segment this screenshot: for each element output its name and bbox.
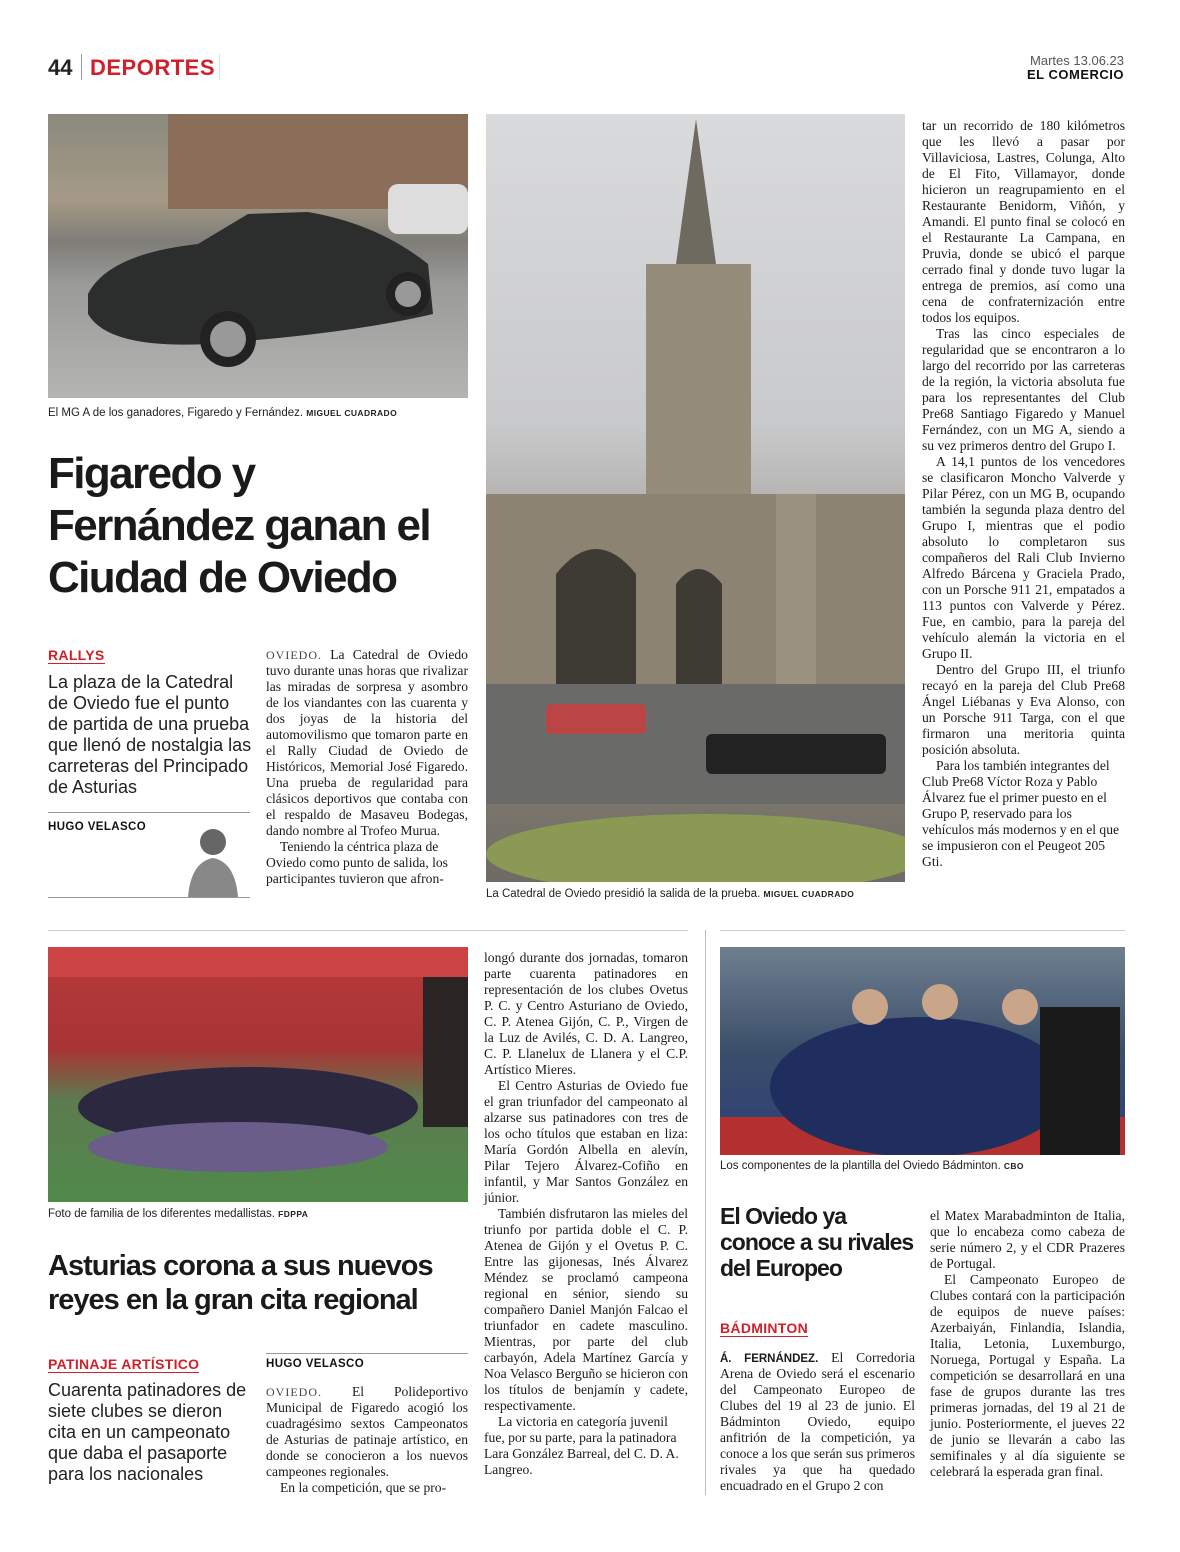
article-column	[930, 1208, 1125, 1480]
cathedral-photo	[486, 114, 905, 882]
author-photo	[183, 822, 238, 897]
page-number: 44	[48, 55, 73, 80]
headline	[48, 1249, 478, 1317]
headline-line: reyes en la gran cita regional	[48, 1284, 418, 1316]
paragraph: Para los también integrantes del Club Pre68 Víctor Roza y Pablo Álvarez fue el primer puesto en el Grupo P, reservado para los vehículos más modernos y en el que se impusieron con el Peugeot 205 Gti.	[922, 758, 1120, 869]
headline-line: Ciudad de Oviedo	[48, 553, 397, 602]
newspaper-name: EL COMERCIO	[1027, 67, 1124, 82]
divider	[48, 897, 250, 898]
category-kicker: BÁDMINTON	[720, 1320, 808, 1336]
car-photo	[48, 114, 468, 398]
paragraph: El Centro Asturias de Oviedo fue el gran triunfador del campeonato al alzarse sus patinadores con tres de los ocho títulos que estaban en liza: María Gordón Albella en alevín, Pilar Tejero Álvarez-Cofiño en infantil, y Mar Santos González en júnior.	[484, 1078, 688, 1205]
paragraph: el Matex Marabadminton de Italia, que lo encabeza como cabeza de serie número 2, y el CDR Prazeres de Portugal.	[930, 1208, 1125, 1271]
article-column	[922, 118, 1125, 870]
section-title: DEPORTES	[90, 55, 216, 80]
paragraph: La victoria en categoría juvenil fue, por su parte, para la patinadora Lara González Barreal, del C. D. A. Langreo.	[484, 1414, 679, 1477]
section-divider	[720, 930, 1125, 931]
subheadline: Cuarenta patinadores de siete clubes se dieron cita en un campeonato que daba el pasaporte para los nacionales	[48, 1380, 247, 1484]
car-illustration	[48, 114, 468, 398]
author-byline: HUGO VELASCO	[48, 821, 147, 833]
paragraph: En la competición, que se pro-	[280, 1480, 447, 1495]
paragraph: También disfrutaron las mieles del triunfo por partida doble el C. P. Atenea de Gijón y el Ovetus P. C. Entre las gijonesas, Inés Álvarez Méndez se proclamó campeona regional en sénior, siendo su compañero Daniel Manjón Falcao el triunfador en cadete masculino. Mientras, por parte del club carbayón, Adela Martínez García y Noa Velasco Berguño se hicieron con los títulos de benjamín y cadete, respectivamente.	[484, 1206, 688, 1413]
section-divider	[48, 930, 688, 931]
headline	[48, 448, 478, 604]
paragraph: tar un recorrido de 180 kilómetros que les llevó a pasar por Villaviciosa, Lastres, Colunga, Alto de El Fito, Villamayor, donde hicieron un reagrupamiento en el Restaurante Benidorm, Viñón, y Amandi. El punto final se colocó en el Restaurante La Campana, en Pruvia, donde se ubicó el parque cerrado final y donde tuvo lugar la entrega de premios, así como una cena de confraternización entre todos los equipos.	[922, 118, 1125, 325]
photo-caption	[48, 1208, 308, 1220]
divider	[81, 54, 82, 80]
paragraph: La Catedral de Oviedo tuvo durante unas horas que rivalizar las miradas de sorpresa y asombro de los viandantes con las cuarenta y dos joyas de la historia del automovilismo que tomaron parte en el Rally Ciudad de Oviedo de Históricos, Memorial José Figaredo. Una prueba de regularidad para clásicos deportivos que contaba con el respaldo de Masaveu Bodegas, dando nombre al Trofeo Murua.	[266, 647, 468, 838]
skaters-illustration	[48, 947, 468, 1202]
caption-text: El MG A de los ganadores, Figaredo y Fernández.	[48, 407, 304, 419]
article-column	[484, 950, 688, 1478]
cathedral-illustration	[486, 114, 905, 882]
paragraph: El Corredoria Arena de Oviedo será el escenario del Campeonato Europeo de Clubes del 19 al 23 de junio. El Bádminton Oviedo, equipo anfitrión de la competición, ya conoce a los que serán sus primeros rivales ya que ha quedado encuadrado en el Grupo 2 con	[720, 1350, 915, 1493]
dateline: OVIEDO.	[266, 648, 322, 662]
divider	[266, 1353, 468, 1354]
badminton-illustration	[720, 947, 1125, 1155]
article-column	[720, 1350, 915, 1494]
headline-line: conoce a su rivales	[720, 1229, 914, 1255]
category-kicker: RALLYS	[48, 647, 105, 663]
headline-line: Asturias corona a sus nuevos	[48, 1250, 433, 1282]
paragraph: El Campeonato Europeo de Clubes contará con la participación de equipos de nueve países: Azerbaiyán, Finlandia, Islandia, Italia, Letonia, Luxemburgo, Noruega, Portugal y España. La competición se desarrollará en una fase de grupos durante las tres primeras jornadas, del 19 al 21 de junio. Posteriormente, el jueves 22 de junio se llevarán a cabo las semifinales y al día siguiente se celebrará la esperada gran final.	[930, 1272, 1125, 1479]
paragraph: A 14,1 puntos de los vencedores se clasificaron Moncho Valverde y Pilar Pérez, con un MG B, ocupando también la segunda plaza dentro del Grupo I, mientras que el podio absoluto lo completaron sus compañeros del Rali Club Invierno Alfredo Bárcena y Graciela Prado, con un Porsche 911 21, empatados a 113 puntos con Valverde y Pérez. Fue, en cambio, para la pareja del vehículo alemán la victoria en el Grupo II.	[922, 454, 1125, 661]
headline-line: Figaredo y	[48, 449, 255, 498]
caption-text: La Catedral de Oviedo presidió la salida de la prueba.	[486, 888, 761, 900]
badminton-photo	[720, 947, 1125, 1155]
photo-caption	[720, 1160, 1024, 1172]
paragraph: El Polideportivo Municipal de Figaredo acogió los cuadragésimo sextos Campeonatos de Asturias de patinaje artístico, en donde se conocieron a los nuevos campeones regionales.	[266, 1384, 468, 1479]
caption-text: Foto de familia de los diferentes medallistas.	[48, 1208, 275, 1220]
paragraph: Teniendo la céntrica plaza de Oviedo como punto de salida, los participantes tuvieron que afron-	[266, 839, 448, 886]
issue-date: Martes 13.06.23	[1030, 53, 1124, 68]
article-column	[266, 1384, 468, 1496]
divider	[48, 812, 250, 813]
headline	[720, 1203, 925, 1281]
article-column	[266, 647, 468, 887]
category-kicker: PATINAJE ARTÍSTICO	[48, 1356, 200, 1372]
author-byline: HUGO VELASCO	[266, 1358, 365, 1370]
column-divider	[705, 930, 706, 1495]
paragraph: Dentro del Grupo III, el triunfo recayó en la pareja del Club Pre68 Ángel Liébanas y Eva Alonso, con un Porsche 911 Targa, con el que firmaron una meritoria quinta posición absoluta.	[922, 662, 1125, 757]
photo-credit: MIGUEL CUADRADO	[763, 889, 855, 899]
headline-line: del Europeo	[720, 1255, 842, 1281]
photo-credit: MIGUEL CUADRADO	[306, 408, 398, 418]
photo-credit: FDPPA	[278, 1209, 309, 1219]
paragraph: Tras las cinco especiales de regularidad que se encontraron a lo largo del recorrido por las carreteras de la región, la victoria absoluta fue para los representantes del Club Pre68 Santiago Figaredo y Manuel Fernández, con un MG A, siendo a su vez primeros dentro del Grupo I.	[922, 326, 1125, 453]
dateline: OVIEDO.	[266, 1385, 322, 1399]
photo-caption	[486, 888, 854, 900]
headline-line: Fernández ganan el	[48, 501, 430, 550]
author-byline: Á. FERNÁNDEZ.	[720, 1353, 819, 1365]
photo-caption	[48, 407, 397, 419]
paragraph: longó durante dos jornadas, tomaron parte cuarenta patinadores en representación de los clubes Ovetus P. C. y Centro Asturiano de Oviedo, C. P. Atenea Gijón, C. P., Virgen de la Luz de Avilés, C. D. A. Langreo, C. P. Llanelux de Llanera y el C.P. Artístico Mieres.	[484, 950, 688, 1077]
subheadline: La plaza de la Catedral de Oviedo fue el punto de partida de una prueba que llenó de nostalgia las carreteras del Principado de Asturias	[48, 672, 252, 797]
caption-text: Los componentes de la plantilla del Oviedo Bádminton.	[720, 1160, 1001, 1172]
divider	[219, 54, 220, 80]
headline-line: El Oviedo ya	[720, 1203, 847, 1229]
photo-credit: CBO	[1003, 1161, 1024, 1171]
skaters-photo	[48, 947, 468, 1202]
